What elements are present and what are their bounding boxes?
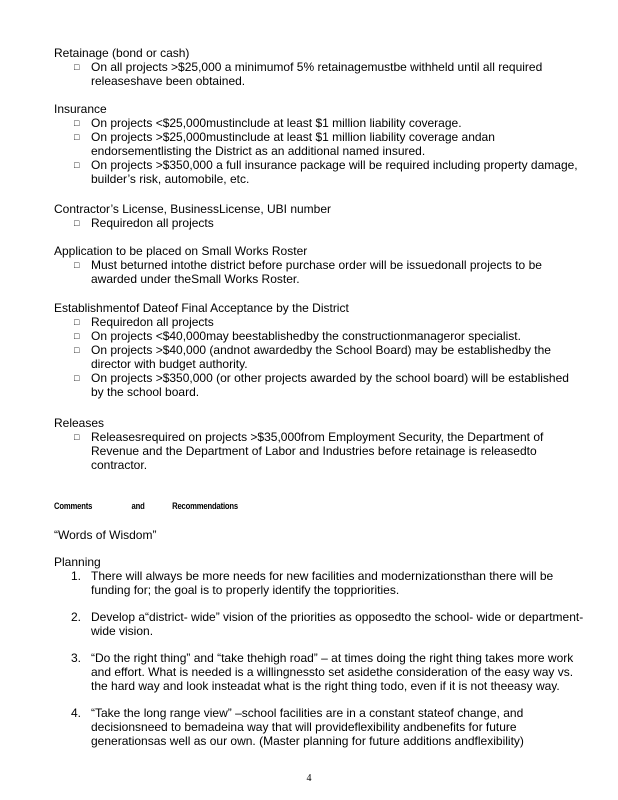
bullet-item: □ Releasesrequired on projects >$35,000from Employment Security, the Department of Revenue and the Department of Labor and Industries before retainage is releasedto contractor. (74, 430, 544, 472)
section-insurance (54, 102, 584, 186)
section-heading: Contractor’s License, BusinessLicense, UBI number (54, 202, 332, 216)
bullet-item: □ On projects >$350,000 a full insurance package will be required including property damage, builder’s risk, automobile, etc. (74, 158, 578, 186)
bullet-icon: □ (74, 317, 80, 327)
section-heading: Establishmentof Dateof Final Acceptance by the District (54, 301, 349, 315)
bullet-item: □ Must beturned intothe district before purchase order will be issuedonall projects to be awarded under theSmall Works Roster. (74, 258, 542, 286)
bullet-icon: □ (74, 160, 80, 170)
bullet-item: □ On all projects >$25,000 a minimumof 5% retainagemustbe withheld until all required releaseshave been obtained. (74, 60, 543, 88)
section-final-acceptance (54, 301, 584, 399)
bullet-item: □ On projects <$25,000mustinclude at least $1 million liability coverage. (74, 116, 462, 130)
section-releases (54, 416, 584, 472)
bullet-icon: □ (74, 345, 80, 355)
bullet-item: □ On projects <$40,000may beestablishedby the constructionmanageror specialist. (74, 329, 521, 343)
bullet-item: □ On projects >$25,000mustinclude at least $1 million liability coverage andan endorsementlisting the District as an additional named insured. (74, 130, 495, 158)
bullet-item: □ Requiredon all projects (74, 315, 214, 329)
bullet-icon: □ (74, 260, 80, 270)
bullet-item: □ On projects >$350,000 (or other projects awarded by the school board) will be established by the school board. (74, 371, 569, 399)
bullet-icon: □ (74, 118, 80, 128)
bullet-icon: □ (74, 373, 80, 383)
comments-recommendations-heading: Comments and Recommendations (54, 501, 239, 511)
bullet-icon: □ (74, 132, 80, 142)
numbered-item: 4. “Take the long range view” –school facilities are in a constant stateof change, and decisionsneed to bemadeina way that will provideflexibility andbenefits for future generationsas well as our own. (Master planning for future additions andflexibility) (71, 706, 524, 748)
bullet-icon: □ (74, 62, 80, 72)
section-small-works-roster (54, 244, 584, 286)
section-planning (54, 555, 584, 748)
bullet-item: □ On projects >$40,000 (andnot awardedby the School Board) may be establishedby the director with budget authority. (74, 343, 551, 371)
page-number: 4 (306, 773, 312, 784)
bullet-icon: □ (74, 331, 80, 341)
numbered-item: 1. There will always be more needs for new facilities and modernizationsthan there will be funding for; the goal is to properly identify the toppriorities. (71, 569, 554, 597)
section-heading: Releases (54, 416, 105, 430)
bullet-icon: □ (74, 432, 80, 442)
numbered-item: 2. Develop a“district- wide” vision of the priorities as opposedto the school- wide or department-wide vision. (71, 610, 584, 638)
section-contractor-license (54, 202, 584, 230)
section-heading: Application to be placed on Small Works Roster (54, 244, 308, 258)
section-heading: Retainage (bond or cash) (54, 46, 190, 60)
numbered-item: 3. “Do the right thing” and “take thehigh road” – at times doing the right thing takes more work and effort. What is needed is a willingnessto set asidethe consideration of the easy way vs. the hard way and look insteadat what is the right thing todo, even if it is not theeasy way. (71, 651, 574, 693)
section-heading: Insurance (54, 102, 107, 116)
words-of-wisdom: “Words of Wisdom” (54, 528, 157, 542)
bullet-item: □ Requiredon all projects (74, 216, 214, 230)
bullet-icon: □ (74, 218, 80, 228)
section-retainage (54, 46, 584, 88)
section-heading: Planning (54, 555, 101, 569)
